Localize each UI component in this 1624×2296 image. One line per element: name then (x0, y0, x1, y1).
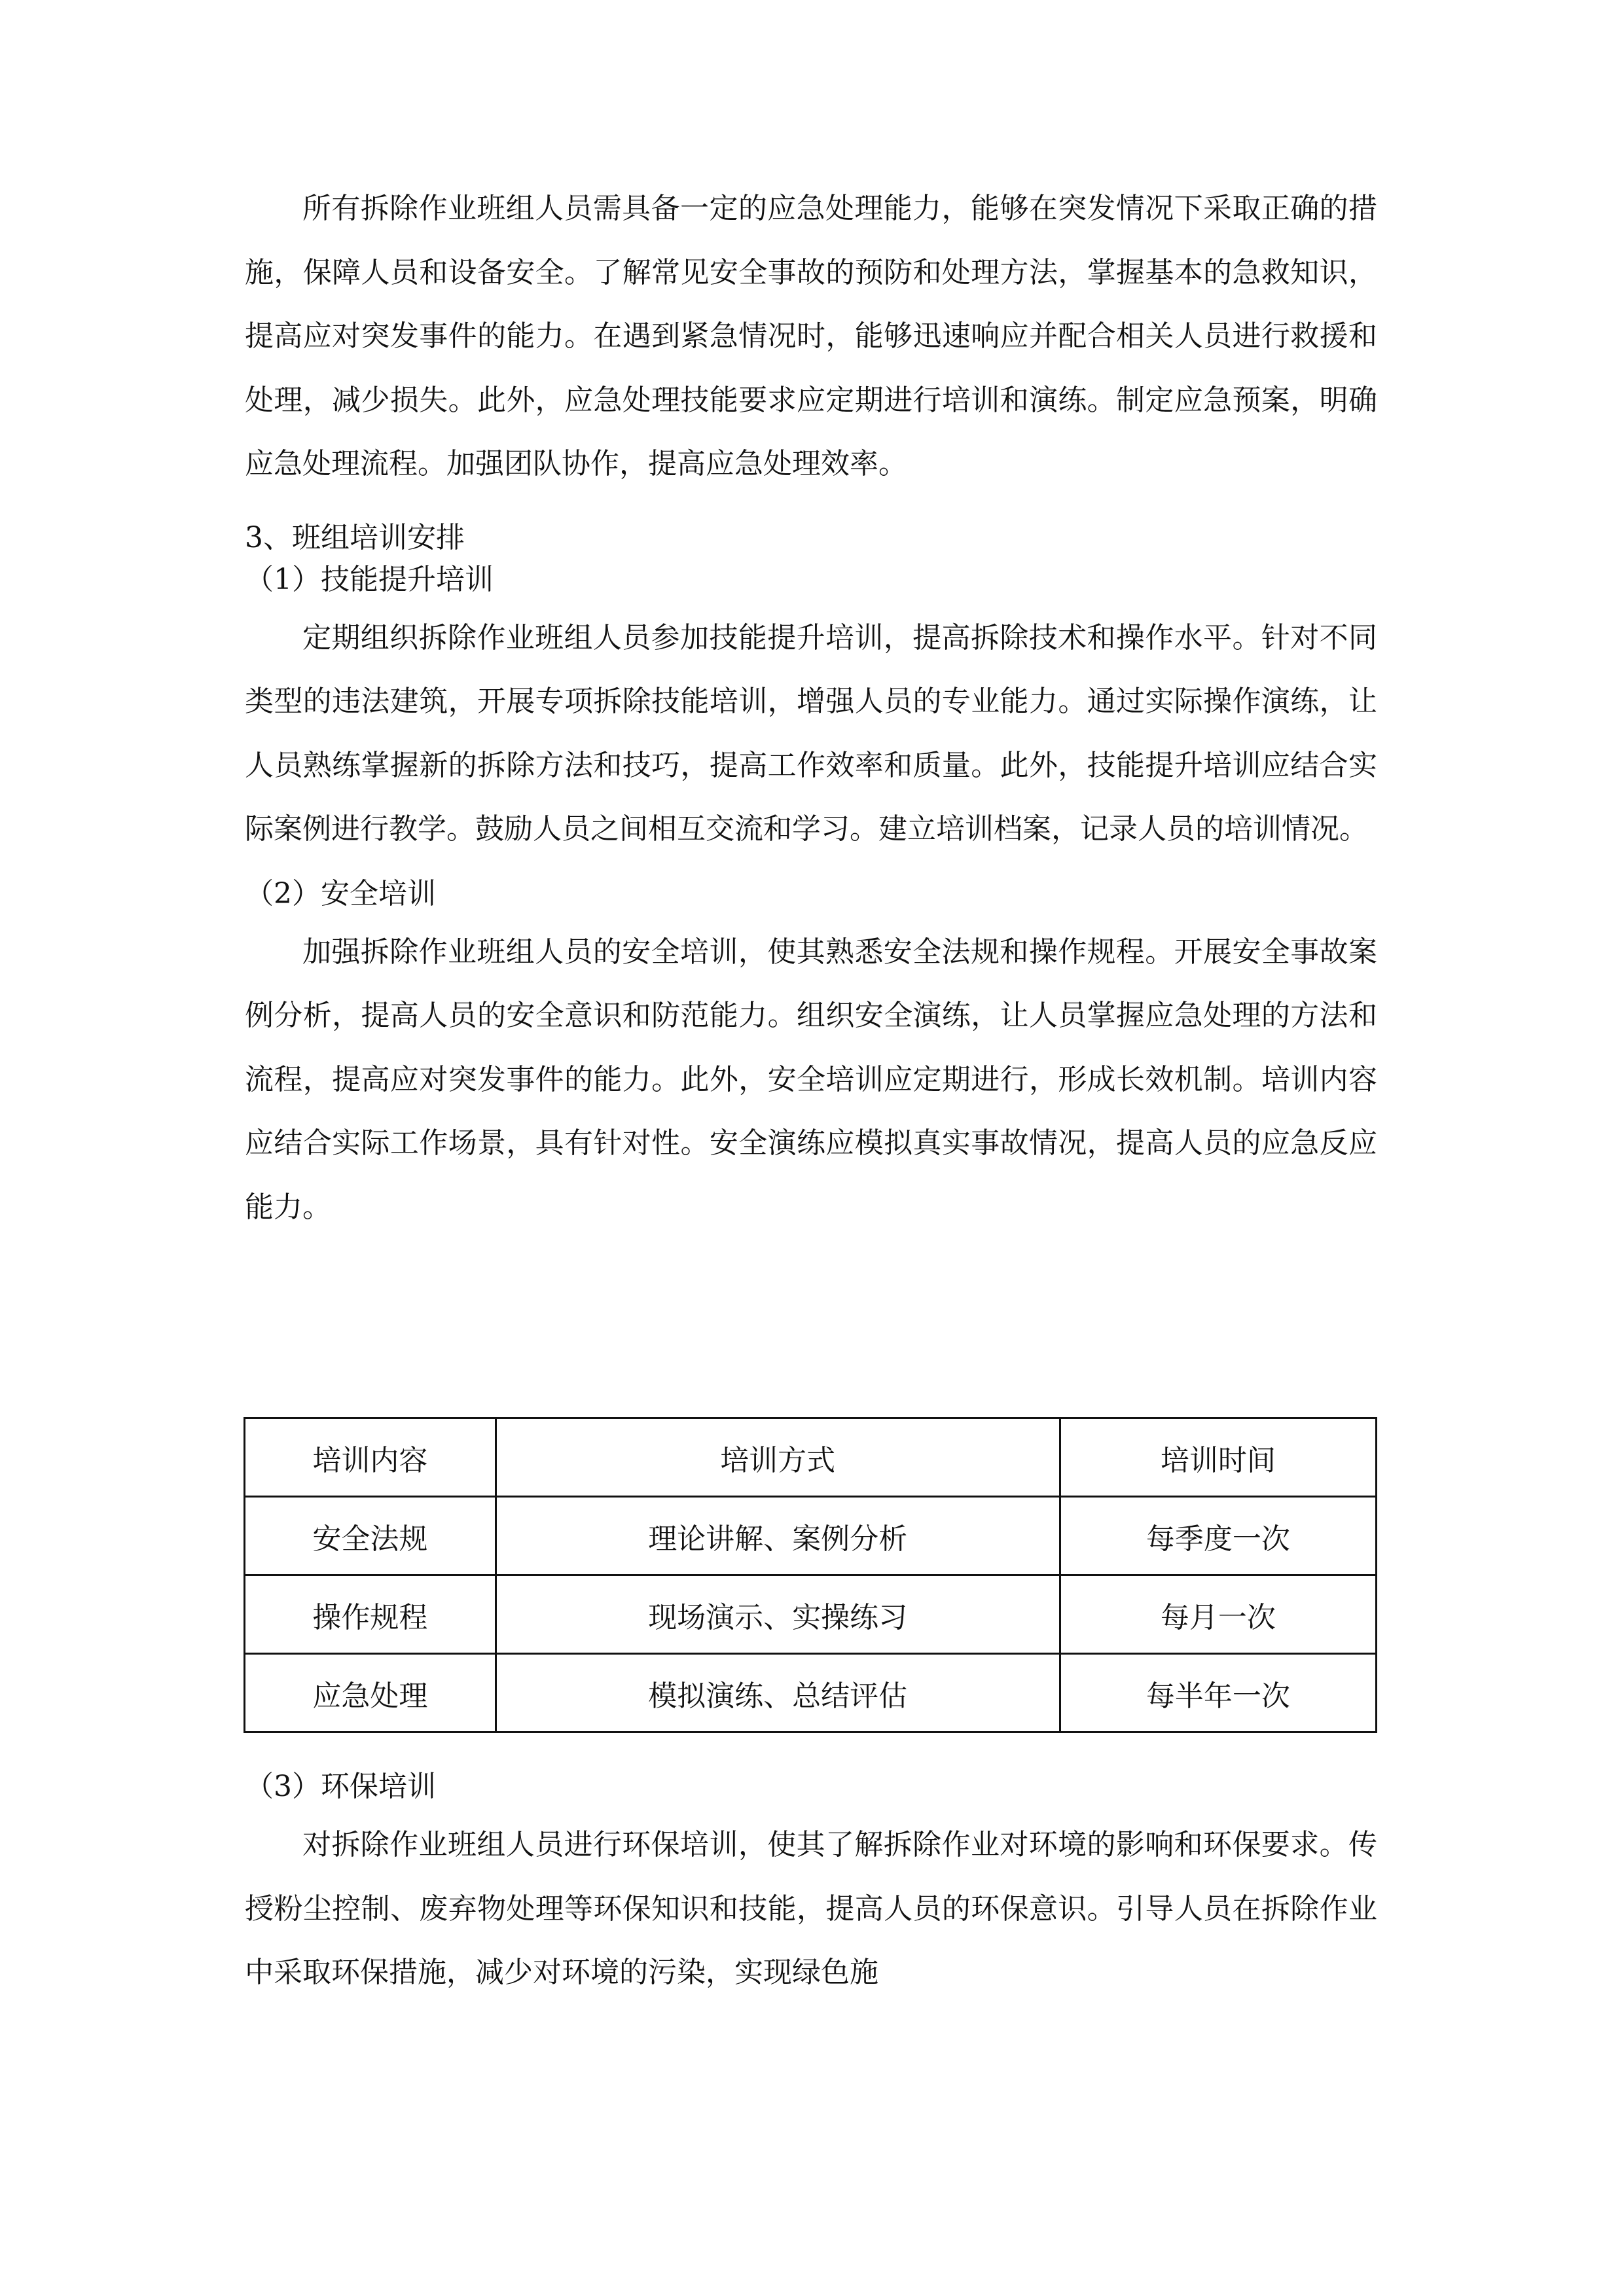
lower-content (245, 1767, 1377, 2005)
table-cell: 安全法规 (245, 1497, 496, 1575)
table-cell: 每季度一次 (1060, 1497, 1376, 1575)
subheading-skill-training: （1）技能提升培训 (245, 562, 494, 596)
table-header-cell: 培训内容 (245, 1418, 496, 1497)
table-cell: 现场演示、实操练习 (496, 1575, 1060, 1654)
paragraph-environmental-training: 对拆除作业班组人员进行环保培训，使其了解拆除作业对环境的影响和环保要求。传授粉尘控制、废弃物处理等环保知识和技能，提高人员的环保意识。引导人员在拆除作业中采取环保措施，减少对环境的污染，实现绿色施 (245, 1828, 1377, 1989)
table-cell: 每半年一次 (1060, 1654, 1376, 1732)
subheading-safety-training: （2）安全培训 (245, 876, 436, 910)
table-header-cell: 培训方式 (496, 1418, 1060, 1497)
subheading-environmental-training: （3）环保培训 (245, 1770, 436, 1803)
table-header-row (245, 1418, 1377, 1497)
paragraph-safety-training: 加强拆除作业班组人员的安全培训，使其熟悉安全法规和操作规程。开展安全事故案例分析，提高人员的安全意识和防范能力。组织安全演练，让人员掌握应急处理的方法和流程，提高应对突发事件的能力。此外，安全培训应定期进行，形成长效机制。培训内容应结合实际工作场景，具有针对性。安全演练应模拟真实事故情况，提高人员的应急反应能力。 (245, 935, 1377, 1224)
upper-content (245, 177, 1377, 1239)
paragraph-emergency: 所有拆除作业班组人员需具备一定的应急处理能力，能够在突发情况下采取正确的措施，保障人员和设备安全。了解常见安全事故的预防和处理方法，掌握基本的急救知识，提高应对突发事件的能力。在遇到紧急情况时，能够迅速响应并配合相关人员进行救援和处理，减少损失。此外，应急处理技能要求应定期进行培训和演练。制定应急预案，明确应急处理流程。加强团队协作，提高应急处理效率。 (245, 192, 1377, 480)
table-row (245, 1497, 1377, 1575)
training-schedule-table (244, 1417, 1377, 1733)
table-row (245, 1575, 1377, 1654)
paragraph-skill-training: 定期组织拆除作业班组人员参加技能提升培训，提高拆除技术和操作水平。针对不同类型的违法建筑，开展专项拆除技能培训，增强人员的专业能力。通过实际操作演练，让人员熟练掌握新的拆除方法和技巧，提高工作效率和质量。此外，技能提升培训应结合实际案例进行教学。鼓励人员之间相互交流和学习。建立培训档案，记录人员的培训情况。 (245, 620, 1377, 846)
table-cell: 操作规程 (245, 1575, 496, 1654)
table-cell: 模拟演练、总结评估 (496, 1654, 1060, 1732)
table-cell: 应急处理 (245, 1654, 496, 1732)
table-cell: 理论讲解、案例分析 (496, 1497, 1060, 1575)
section-heading-training: 3、班组培训安排 (245, 520, 465, 554)
table-cell: 每月一次 (1060, 1575, 1376, 1654)
table-row (245, 1654, 1377, 1732)
table-header-cell: 培训时间 (1060, 1418, 1376, 1497)
